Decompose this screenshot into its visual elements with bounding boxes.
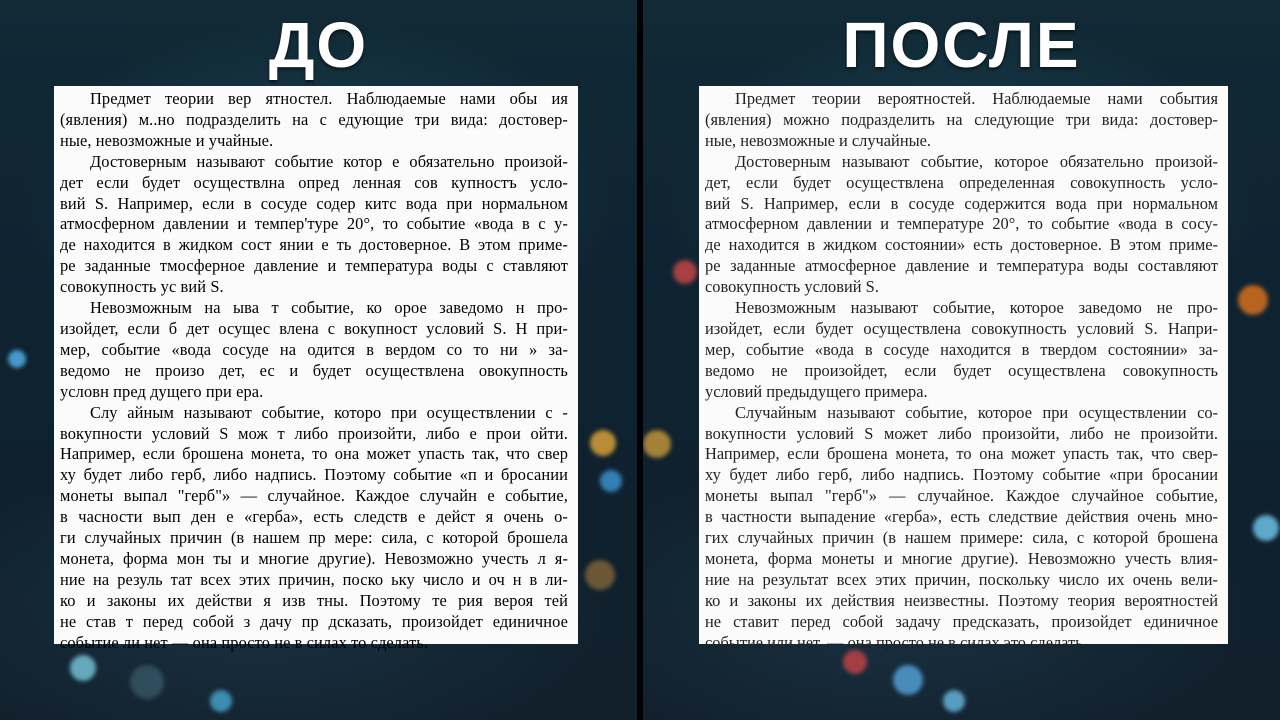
text-line: совокупность условий S. bbox=[705, 277, 879, 297]
text-line: условн пред дущего при ера. bbox=[60, 381, 264, 401]
text-line: ведомо не произо дет, ес и будет осуществлена овокупность bbox=[60, 360, 568, 380]
text-line: условий предыдущего примера. bbox=[705, 381, 928, 401]
text-line: мер, событие «вода в сосуде находится в твердом состоянии» за- bbox=[705, 339, 1218, 359]
text-line: не ставит перед собой задачу предсказать, произойдет единичное bbox=[705, 611, 1218, 631]
text-line: монеты выпал "герб"» — случайное. Каждое случайное событие, bbox=[705, 486, 1218, 506]
text-line: ги случайных причин (в нашем пр мере: сила, с которой брошела bbox=[60, 528, 568, 548]
text-line: ху будет либо герб, либо надпись. Поэтому событие «при бросании bbox=[705, 465, 1218, 485]
before-panel bbox=[0, 0, 637, 720]
text-line: событие ли нет — она просто не в силах то сделать. bbox=[60, 632, 429, 652]
text-line: ные, невозможные и случайные. bbox=[705, 130, 931, 150]
bokeh-light bbox=[673, 260, 697, 284]
text-line: де находится в жидком сост янии е ть достоверное. В этом приме- bbox=[60, 235, 568, 255]
after-heading: ПОСЛЕ bbox=[842, 9, 1081, 81]
text-line: ние на результат всех этих причин, поскольку число их очень вели- bbox=[705, 569, 1218, 589]
before-text-page bbox=[54, 86, 578, 652]
text-line: атмосферном давлении и температуре 20°, то событие «вода в сосу- bbox=[705, 214, 1218, 234]
text-line: дет если будет осуществлна опред ленная сов купностъ усло- bbox=[60, 172, 568, 192]
text-line: Предмет теории вероятностей. Наблюдаемые нами события bbox=[735, 89, 1218, 108]
text-line: вий S. Например, если в сосуде содержится вода при нормальном bbox=[705, 193, 1218, 213]
text-line: монета, форма монеты и многие другие). Невозможно учесть влия- bbox=[705, 548, 1218, 568]
after-text-page bbox=[699, 86, 1228, 652]
text-line: дет, если будет осуществлена определенная совокупность усло- bbox=[705, 172, 1218, 192]
bokeh-light bbox=[1238, 285, 1268, 315]
text-line: событие или нет, — она просто не в силах это сделать. bbox=[705, 632, 1087, 652]
text-line: ко и законы их действия неизвестны. Поэтому теория вероятностей bbox=[705, 590, 1218, 610]
after-panel bbox=[643, 0, 1280, 720]
text-line: ные, невозможные и учайные. bbox=[60, 130, 274, 150]
text-line: не став т перед собой з дачу пр дсказать, произойдет единичное bbox=[60, 611, 568, 631]
text-line: Невозможным на ыва т событие, ко орое заведомо н про- bbox=[90, 298, 568, 318]
text-line: Достоверным называют событие котор е обязательно произой- bbox=[90, 151, 568, 171]
text-line: ре заданные атмосферное давление и температура воды составляют bbox=[705, 256, 1218, 276]
text-line: ху будет либо герб, либо надпись. Поэтому событие «п и бросании bbox=[60, 465, 568, 485]
bokeh-light bbox=[210, 690, 232, 712]
text-line: ре заданные тмосферное давление и температура воды с ставляют bbox=[60, 256, 568, 276]
text-line: в часности вып ден е «герба», есть следств е дейст я очень о- bbox=[60, 507, 568, 527]
text-line: Случайным называют событие, которое при осуществлении со- bbox=[735, 402, 1218, 422]
text-line: (явления) м..но подразделить на с едующие три вида: достовер- bbox=[60, 109, 568, 129]
bokeh-light bbox=[70, 655, 96, 681]
bokeh-light bbox=[130, 665, 164, 699]
text-line: Слу айным называют событие, которо при осуществлении с - bbox=[90, 402, 568, 422]
text-line: ведомо не произойдет, если будет осуществлена совокупность bbox=[705, 360, 1218, 380]
text-line: монеты выпал "герб"» — случайное. Каждое случайн е событие, bbox=[60, 486, 568, 506]
text-line: вокупности условий S может либо произойти, либо не произойти. bbox=[705, 423, 1218, 443]
text-line: де находится в жидком состоянии» есть достоверное. В этом приме- bbox=[705, 235, 1218, 255]
bokeh-light bbox=[8, 350, 26, 368]
text-line: Например, если брошена монета, то она может упасть так, что свер- bbox=[705, 444, 1218, 464]
bokeh-light bbox=[843, 650, 867, 674]
bokeh-light bbox=[1253, 515, 1279, 541]
bokeh-light bbox=[893, 665, 923, 695]
text-line: в частности выпадение «герба», есть следствие действия очень мно- bbox=[705, 507, 1218, 527]
text-line: Достоверным называют событие, которое обязательно произой- bbox=[735, 151, 1218, 171]
text-line: Предмет теории вер ятностел. Наблюдаемые нами обы ия bbox=[90, 89, 568, 108]
bokeh-light bbox=[590, 430, 616, 456]
before-text-body bbox=[60, 89, 568, 653]
bokeh-light bbox=[585, 560, 615, 590]
text-line: изойдет, если б дет осущес вленa с вокупност условий S. Н при- bbox=[60, 318, 568, 338]
text-line: мер, событие «вода сосуде на одится в вердом со то ни » за- bbox=[60, 339, 568, 359]
bokeh-light bbox=[943, 690, 965, 712]
text-line: ние на резуль тат всех этих причин, поско ьку число и оч н в ли- bbox=[60, 569, 568, 589]
text-line: вий S. Например, если в сосуде содер китс вода при нормальном bbox=[60, 193, 568, 213]
text-line: атмосферном давлении и темпер'туре 20°, то событие «вода в с у- bbox=[60, 214, 568, 234]
bokeh-light bbox=[600, 470, 622, 492]
text-line: гих случайных причин (в нашем примере: сила, с которой брошена bbox=[705, 528, 1218, 548]
text-line: совокупность ус вий S. bbox=[60, 277, 224, 297]
text-line: Например, если брошена монета, то она может упасть так, что свер bbox=[60, 444, 568, 464]
text-line: Невозможным называют событие, которое заведомо не про- bbox=[735, 298, 1218, 318]
after-text-body bbox=[705, 89, 1218, 653]
bokeh-light bbox=[643, 430, 671, 458]
text-line: (явления) можно подразделить на следующие три вида: достовер- bbox=[705, 109, 1218, 129]
text-line: вокупности условий S мож т либо произойти, либо е прои ойти. bbox=[60, 423, 568, 443]
before-heading: ДО bbox=[268, 9, 369, 81]
text-line: изойдет, если будет осуществлена совокупность условий S. Напри- bbox=[705, 318, 1218, 338]
text-line: монета, форма мон ты и многие другие). Невозможно учесть л я- bbox=[60, 548, 568, 568]
text-line: ко и законы их действи я изв тны. Поэтому те рия вероя тей bbox=[60, 590, 568, 610]
